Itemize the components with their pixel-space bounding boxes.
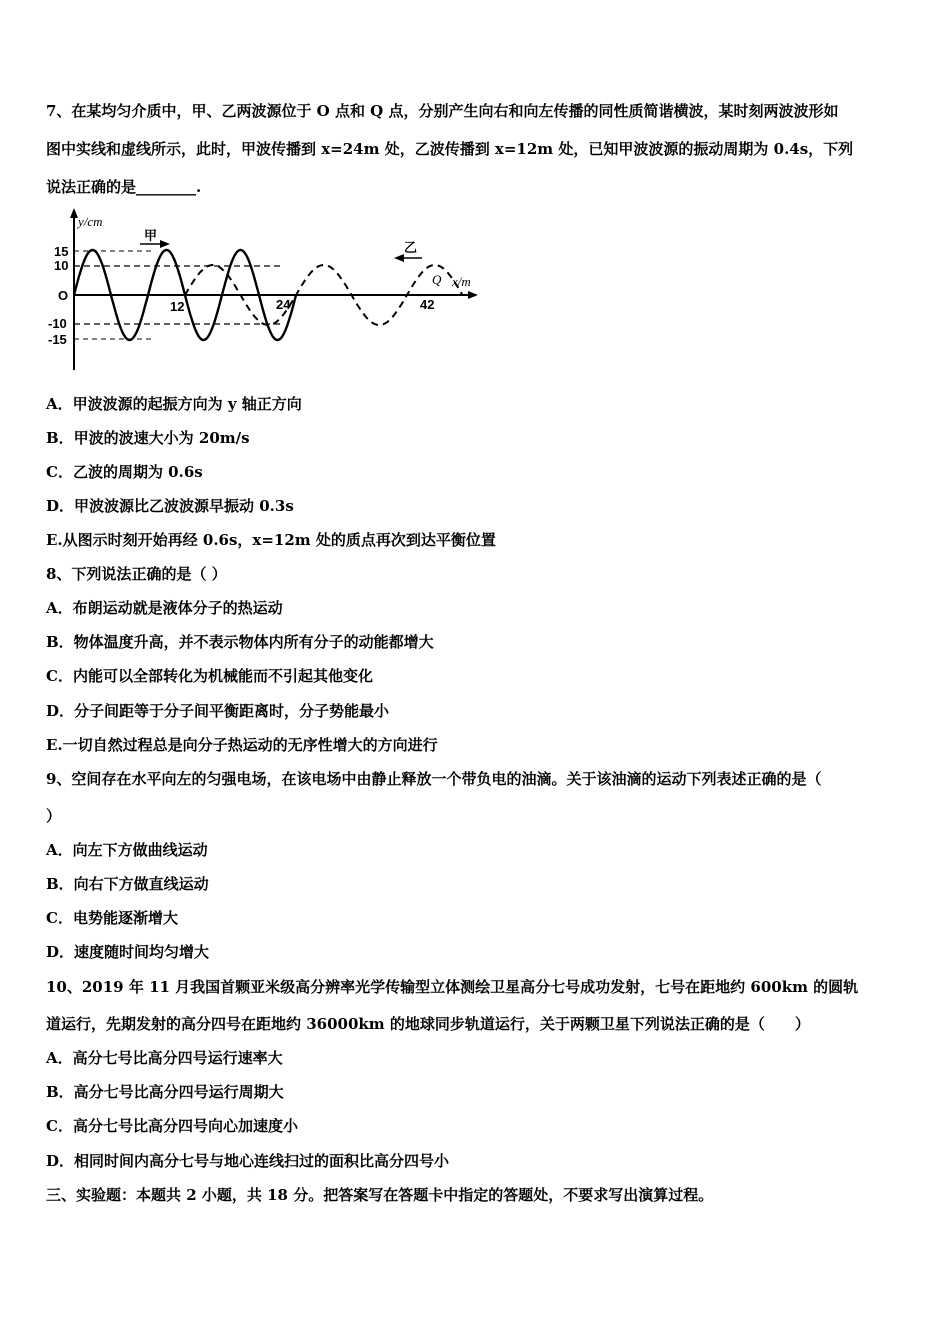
q10-option-b: B．高分七号比高分四号运行周期大 bbox=[46, 1083, 284, 1101]
q8-option-b: B．物体温度升高，并不表示物体内所有分子的动能都增大 bbox=[46, 633, 434, 651]
q7-option-a: A．甲波波源的起振方向为 y 轴正方向 bbox=[46, 395, 302, 413]
q8-stem: 8、下列说法正确的是（ ） bbox=[46, 565, 227, 583]
q7-option-c: C．乙波的周期为 0.6s bbox=[46, 463, 203, 481]
wave-figure bbox=[44, 206, 484, 378]
q7-option-d: D．甲波波源比乙波波源早振动 0.3s bbox=[46, 497, 294, 515]
q9-option-c: C．电势能逐渐增大 bbox=[46, 909, 178, 927]
q9-stem-line-1: 9、空间存在水平向左的匀强电场，在该电场中由静止释放一个带负电的油滴。关于该油滴的运动下列表述正确的是（ bbox=[46, 770, 822, 788]
tick-y-10: 10 bbox=[54, 258, 69, 273]
label-origin: O bbox=[58, 288, 69, 303]
q9-option-d: D．速度随时间均匀增大 bbox=[46, 943, 210, 961]
q8-option-d: D．分子间距等于分子间平衡距离时，分子势能最小 bbox=[46, 702, 390, 720]
label-yi: 乙 bbox=[404, 240, 418, 255]
q10-stem-line-1: 10、2019 年 11 月我国首颗亚米级高分辨率光学传输型立体测绘卫星高分七号成功发射，七号在距地约 600km 的圆轨 bbox=[46, 978, 859, 996]
q8-option-c: C．内能可以全部转化为机械能而不引起其他变化 bbox=[46, 667, 373, 685]
q9-stem-line-2: ） bbox=[46, 807, 62, 825]
tick-x-24: 24 bbox=[276, 297, 291, 312]
q7-option-b: B．甲波的波速大小为 20m/s bbox=[46, 429, 250, 447]
q10-stem-line-2: 道运行，先期发射的高分四号在距地约 36000km 的地球同步轨道运行，关于两颗卫星下列说法正确的是（ ） bbox=[46, 1015, 810, 1033]
jia-direction-arrowhead bbox=[160, 240, 170, 248]
y-axis-arrow bbox=[70, 208, 78, 218]
tick-x-42: 42 bbox=[420, 297, 435, 312]
section-3-heading: 三、实验题：本题共 2 小题，共 18 分。把答案写在答题卡中指定的答题处，不要求写出演算过程。 bbox=[46, 1186, 714, 1204]
tick-x-12: 12 bbox=[170, 299, 185, 314]
q7-option-e: E.从图示时刻开始再经 0.6s，x=12m 处的质点再次到达平衡位置 bbox=[46, 531, 496, 549]
tick-y-neg10: -10 bbox=[48, 316, 67, 331]
q10-option-c: C．高分七号比高分四号向心加速度小 bbox=[46, 1117, 298, 1135]
yi-direction-arrowhead bbox=[394, 254, 404, 262]
q8-option-e: E.一切自然过程总是向分子热运动的无序性增大的方向进行 bbox=[46, 736, 438, 754]
label-q: Q bbox=[432, 272, 442, 287]
tick-y-15: 15 bbox=[54, 244, 69, 259]
q10-option-d: D．相同时间内高分七号与地心连线扫过的面积比高分四号小 bbox=[46, 1152, 450, 1170]
x-axis-arrow bbox=[468, 291, 478, 299]
q9-option-a: A．向左下方做曲线运动 bbox=[46, 841, 208, 859]
q8-option-a: A．布朗运动就是液体分子的热运动 bbox=[46, 599, 283, 617]
label-jia: 甲 bbox=[144, 228, 158, 243]
q7-stem-line-3: 说法正确的是________. bbox=[46, 178, 202, 196]
x-axis-label: x/m bbox=[452, 274, 471, 289]
y-axis-label: y/cm bbox=[78, 214, 103, 229]
q9-option-b: B．向右下方做直线运动 bbox=[46, 875, 209, 893]
q7-stem-line-1: 7、在某均匀介质中，甲、乙两波源位于 O 点和 Q 点，分别产生向右和向左传播的同性质简谐横波，某时刻两波波形如 bbox=[46, 102, 839, 120]
q10-option-a: A．高分七号比高分四号运行速率大 bbox=[46, 1049, 283, 1067]
q7-stem-line-2: 图中实线和虚线所示，此时，甲波传播到 x=24m 处，乙波传播到 x=12m 处，已知甲波波源的振动周期为 0.4s，下列 bbox=[46, 140, 854, 158]
tick-y-neg15: -15 bbox=[48, 332, 67, 347]
